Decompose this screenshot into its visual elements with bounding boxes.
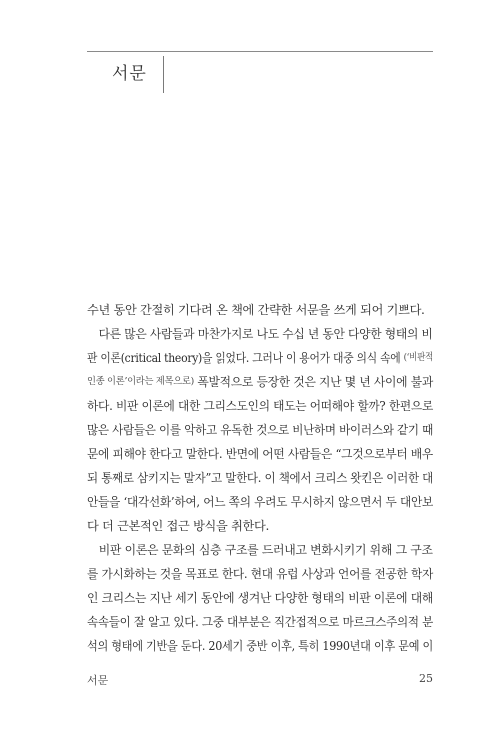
text-line xyxy=(87,538,433,562)
text-segment: 폭발적으로 등장한 것은 지난 몇 년 사이에 불과 xyxy=(193,375,434,389)
text-line xyxy=(87,322,433,346)
text-segment: 인종 이론’이라는 제목으로) xyxy=(87,376,194,387)
text-segment: 많은 사람들은 이를 악하고 유독한 것으로 비난하며 바이러스와 같기 때 xyxy=(87,423,433,437)
text-line xyxy=(87,634,433,658)
text-line xyxy=(87,466,434,490)
text-line xyxy=(87,514,433,538)
text-line xyxy=(87,346,434,370)
text-line xyxy=(87,394,433,418)
text-segment: 다 더 근본적인 접근 방식을 취한다. xyxy=(87,519,270,533)
text-segment: 를 가시화하는 것을 목표로 한다. 현대 유럽 사상과 언어를 전공한 학자 xyxy=(87,567,433,581)
text-segment: 문에 피해야 한다고 말한다. 반면에 어떤 사람들은 “그것으로부터 배우 xyxy=(87,447,433,461)
text-line xyxy=(87,418,433,442)
text-segment: 비판 이론은 문화의 심층 구조를 드러내고 변화시키기 위해 그 구조 xyxy=(98,543,433,557)
text-segment: (‘비판적 xyxy=(403,352,434,363)
text-segment: 석의 형태에 기반을 둔다. 20세기 중반 이후, 특히 1990년대 이후 문예 이 xyxy=(87,639,433,653)
text-segment: 판 이론(critical theory)을 읽었다. 그러나 이 용어가 대중 의식 속에 xyxy=(87,351,404,365)
body-text xyxy=(87,298,433,658)
text-line xyxy=(87,298,433,322)
text-segment: 인 크리스는 지난 세기 동안에 생겨난 다양한 형태의 비판 이론에 대해 xyxy=(87,591,434,605)
text-line xyxy=(87,490,433,514)
running-footer: 서문 xyxy=(87,674,109,687)
text-segment: 수년 동안 간절히 기다려 온 책에 간략한 서문을 쓰게 되어 기쁘다. xyxy=(87,303,425,317)
text-segment: 하다. 비판 이론에 대한 그리스도인의 태도는 어떠해야 할까? 한편으로 xyxy=(87,399,433,413)
text-segment: 속속들이 잘 알고 있다. 그중 대부분은 직간접적으로 마르크스주의적 분 xyxy=(87,615,433,629)
text-line xyxy=(87,610,433,634)
text-line xyxy=(87,442,433,466)
text-line xyxy=(87,370,434,394)
page-number: 25 xyxy=(419,672,433,685)
chapter-title: 서문 xyxy=(112,64,147,84)
text-line xyxy=(87,562,433,586)
title-divider xyxy=(163,56,164,93)
header-rule xyxy=(87,51,433,52)
text-segment: 되 통째로 삼키지는 말자”고 말한다. 이 책에서 크리스 왓킨은 이러한 대 xyxy=(87,471,434,485)
text-segment: 다른 많은 사람들과 마찬가지로 나도 수십 년 동안 다양한 형태의 비 xyxy=(98,327,433,341)
text-segment: 안들을 ‘대각선화’하여, 어느 쪽의 우려도 무시하지 않으면서 두 대안보 xyxy=(87,495,433,509)
text-line xyxy=(87,586,434,610)
